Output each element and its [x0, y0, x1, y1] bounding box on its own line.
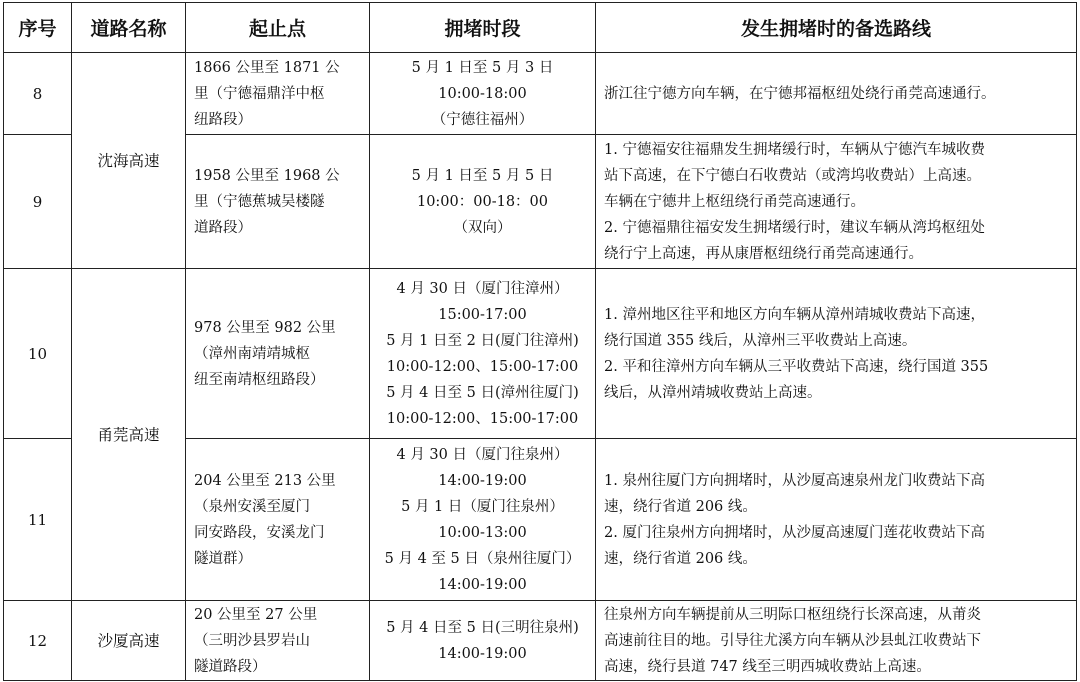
section-cell: [186, 53, 370, 135]
time-cell: [370, 269, 596, 439]
section-cell: [186, 439, 370, 601]
section-line: 道路段）: [194, 219, 252, 236]
route-cell: [596, 439, 1077, 601]
header-row: [4, 3, 1077, 53]
section-line: 里（宁德蕉城吴楼隧: [194, 193, 325, 210]
row-no: 10: [4, 269, 72, 439]
section-cell: [186, 601, 370, 681]
row-no: 8: [4, 53, 72, 135]
road-name: 沈海高速: [72, 53, 186, 269]
route-line: 高速，绕行县道 747 线至三明西城收费站上高速。: [604, 658, 931, 675]
section-line: 隧道群）: [194, 550, 252, 567]
time-line: 10:00-13:00: [438, 524, 527, 541]
time-line: （宁德往福州）: [431, 111, 534, 128]
time-line: 5 月 4 日至 5 日(漳州往厦门): [386, 384, 579, 401]
time-line: 10:00-12:00、15:00-17:00: [386, 358, 579, 375]
time-line: 10:00：00-18：00: [416, 193, 549, 210]
section-line: （漳州南靖靖城枢: [194, 345, 310, 362]
time-cell: [370, 601, 596, 681]
road-name: 沙厦高速: [72, 601, 186, 681]
route-line: 2. 厦门往泉州方向拥堵时，从沙厦高速厦门莲花收费站下高: [604, 524, 985, 541]
section-line: 里（宁德福鼎洋中枢: [194, 85, 325, 102]
road-name: 甬莞高速: [72, 269, 186, 601]
time-cell: [370, 53, 596, 135]
table-row: [4, 601, 1077, 681]
time-line: （双向）: [453, 219, 512, 236]
time-line: 5 月 1 日至 5 月 3 日: [411, 59, 554, 76]
section-line: 纽路段）: [194, 111, 252, 128]
row-no: 12: [4, 601, 72, 681]
route-line: 速，绕行省道 206 线。: [604, 550, 757, 567]
route-cell: [596, 601, 1077, 681]
route-line: 1. 漳州地区往平和地区方向车辆从漳州靖城收费站下高速，: [604, 306, 985, 323]
section-line: （泉州安溪至厦门: [194, 498, 310, 515]
header-no: 序号: [4, 3, 72, 53]
route-line: 1. 宁德福安往福鼎发生拥堵缓行时，车辆从宁德汽车城收费: [604, 141, 985, 158]
time-line: 10:00-12:00、15:00-17:00: [386, 410, 579, 427]
time-line: 14:00-19:00: [438, 645, 527, 662]
row-no: 11: [4, 439, 72, 601]
route-line: 往泉州方向车辆提前从三明际口枢纽绕行长深高速，从莆炎: [604, 606, 981, 623]
route-cell: [596, 53, 1077, 135]
header-section: 起止点: [186, 3, 370, 53]
route-cell: [596, 269, 1077, 439]
section-line: 978 公里至 982 公里: [194, 319, 336, 336]
route-line: 2. 宁德福鼎往福安发生拥堵缓行时，建议车辆从湾坞枢纽处: [604, 219, 985, 236]
section-line: 204 公里至 213 公里: [194, 472, 336, 489]
section-line: 1958 公里至 1968 公: [194, 167, 340, 184]
route-line: 浙江往宁德方向车辆，在宁德邦福枢纽处绕行甬莞高速通行。: [604, 85, 996, 102]
route-line: 绕行国道 355 线后，从漳州三平收费站上高速。: [604, 332, 917, 349]
route-line: 高速前往目的地。引导往尤溪方向车辆从沙县虬江收费站下: [604, 632, 981, 649]
route-line: 速，绕行省道 206 线。: [604, 498, 757, 515]
time-line: 5 月 1 日至 5 月 5 日: [411, 167, 554, 184]
time-line: 4 月 30 日（厦门往漳州）: [396, 280, 569, 297]
section-line: 1866 公里至 1871 公: [194, 59, 340, 76]
route-line: 2. 平和往漳州方向车辆从三平收费站下高速，绕行国道 355: [604, 358, 989, 375]
section-line: 同安路段，安溪龙门: [194, 524, 325, 541]
table-row: [4, 269, 1077, 439]
route-cell: [596, 135, 1077, 269]
header-alt-route: 发生拥堵时的备选路线: [596, 3, 1077, 53]
table-row: [4, 53, 1077, 135]
route-line: 1. 泉州往厦门方向拥堵时，从沙厦高速泉州龙门收费站下高: [604, 472, 985, 489]
time-line: 5 月 4 日至 5 日(三明往泉州): [386, 619, 579, 636]
section-line: 20 公里至 27 公里: [194, 606, 318, 623]
time-line: 5 月 4 至 5 日（泉州往厦门）: [384, 550, 581, 567]
header-time: 拥堵时段: [370, 3, 596, 53]
time-line: 14:00-19:00: [438, 576, 527, 593]
time-line: 10:00-18:00: [438, 85, 527, 102]
section-cell: [186, 135, 370, 269]
congestion-table: [3, 2, 1077, 681]
route-line: 绕行宁上高速，再从康厝枢纽绕行甬莞高速通行。: [604, 245, 923, 262]
row-no: 9: [4, 135, 72, 269]
route-line: 车辆在宁德井上枢纽绕行甬莞高速通行。: [604, 193, 865, 210]
time-line: 4 月 30 日（厦门往泉州）: [396, 446, 569, 463]
section-cell: [186, 269, 370, 439]
header-road-name: 道路名称: [72, 3, 186, 53]
route-line: 线后，从漳州靖城收费站上高速。: [604, 384, 822, 401]
section-line: 纽至南靖枢纽路段）: [194, 371, 325, 388]
time-line: 5 月 1 日（厦门往泉州）: [401, 498, 564, 515]
time-line: 14:00-19:00: [438, 472, 527, 489]
time-cell: [370, 439, 596, 601]
section-line: （三明沙县罗岩山: [194, 632, 310, 649]
time-line: 5 月 1 日至 2 日(厦门往漳州): [386, 332, 579, 349]
route-line: 站下高速，在下宁德白石收费站（或湾坞收费站）上高速。: [604, 167, 981, 184]
time-line: 15:00-17:00: [438, 306, 527, 323]
time-cell: [370, 135, 596, 269]
section-line: 隧道路段）: [194, 658, 267, 675]
